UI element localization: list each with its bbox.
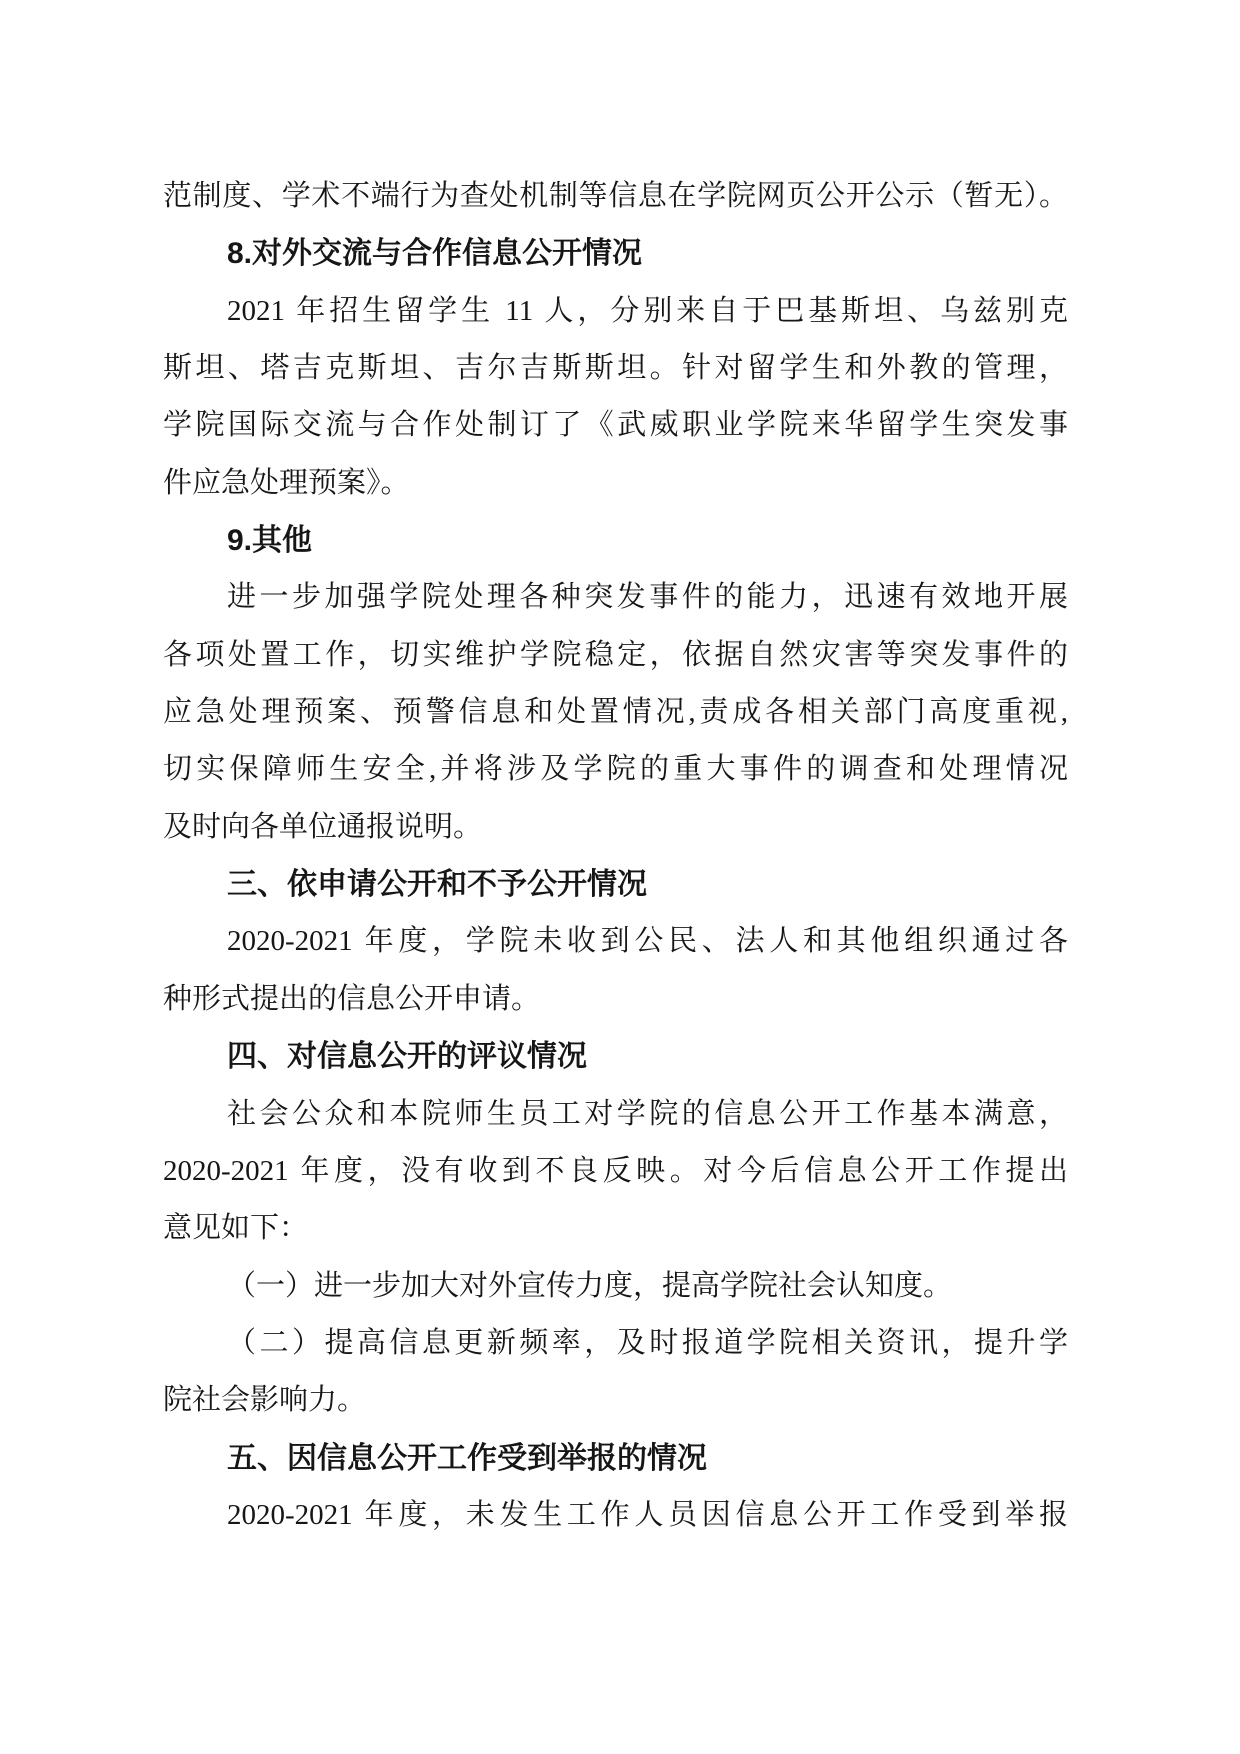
- body-line: 2020-2021 年度，学院未收到公民、法人和其他组织通过各: [227, 925, 1068, 958]
- body-line: 学院国际交流与合作处制订了《武威职业学院来华留学生突发事: [163, 409, 1068, 442]
- body-line: 及时向各单位通报说明。: [163, 810, 483, 843]
- body-line: （一）进一步加大对外宣传力度，提高学院社会认知度。: [227, 1269, 953, 1302]
- body-line: 件应急处理预案》。: [163, 466, 410, 499]
- body-line: 2020-2021 年度，没有收到不良反映。对今后信息公开工作提出: [163, 1154, 1068, 1187]
- body-line: 意见如下：: [163, 1212, 309, 1245]
- body-line: （二）提高信息更新频率，及时报道学院相关资讯，提升学: [227, 1326, 1068, 1359]
- body-line: 进一步加强学院处理各种突发事件的能力，迅速有效地开展: [227, 581, 1068, 614]
- body-line: 社会公众和本院师生员工对学院的信息公开工作基本满意，: [227, 1097, 1068, 1130]
- heading-section-9-other: 9.其他: [227, 524, 313, 558]
- body-line: 斯坦、塔吉克斯坦、吉尔吉斯斯坦。针对留学生和外教的管理，: [163, 352, 1068, 385]
- heading-section-5-complaints: 五、因信息公开工作受到举报的情况: [227, 1441, 707, 1475]
- document-content: [163, 168, 1068, 1544]
- heading-section-8-foreign-exchange: 8.对外交流与合作信息公开情况: [227, 237, 643, 271]
- body-line: 院社会影响力。: [163, 1384, 367, 1417]
- body-line: 2020-2021 年度，未发生工作人员因信息公开工作受到举报: [227, 1498, 1068, 1531]
- heading-section-3-on-request: 三、依申请公开和不予公开情况: [227, 868, 647, 902]
- body-line: 切实保障师生安全,并将涉及学院的重大事件的调查和处理情况: [163, 753, 1068, 786]
- heading-section-4-review: 四、对信息公开的评议情况: [227, 1040, 587, 1074]
- body-line: 种形式提出的信息公开申请。: [163, 982, 541, 1015]
- body-line: 范制度、学术不端行为查处机制等信息在学院网页公开公示（暂无）。: [163, 180, 1068, 212]
- body-line: 应急处理预案、预警信息和处置情况,责成各相关部门高度重视,: [163, 696, 1068, 729]
- body-line: 2021 年招生留学生 11 人，分别来自于巴基斯坦、乌兹别克: [227, 294, 1068, 327]
- body-line: 各项处置工作，切实维护学院稳定，依据自然灾害等突发事件的: [163, 638, 1068, 671]
